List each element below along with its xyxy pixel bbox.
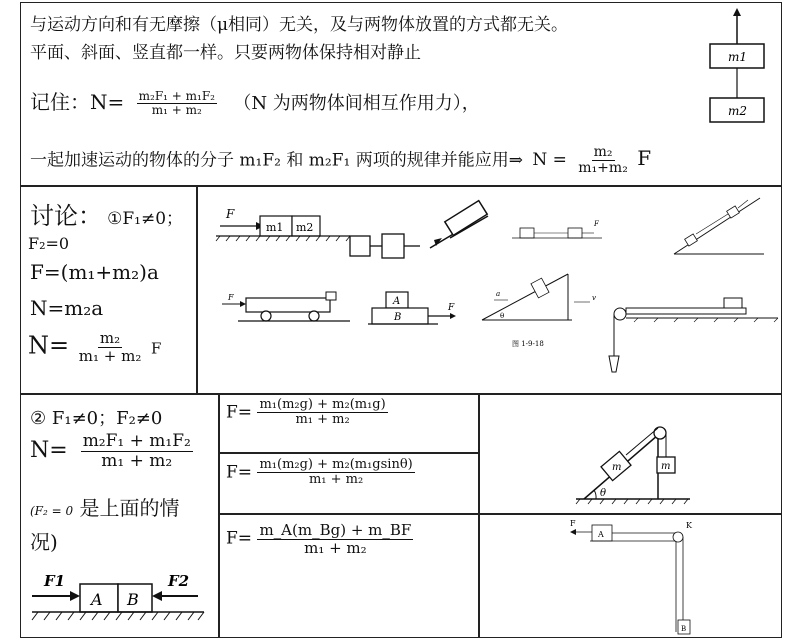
corner-force-label: F — [570, 519, 576, 528]
top-line-4-denominator: m₁+m₂ — [578, 160, 628, 177]
discussion2-note-rest: 是上面的情 — [79, 496, 180, 520]
equation-n-ma: N=m₂a — [30, 296, 104, 320]
stacked-blocks-diagram — [368, 292, 456, 324]
remember-prefix: 记住：N= — [30, 90, 125, 114]
corner-k-label: K — [686, 521, 692, 530]
discussion2-n-prefix: N= — [30, 438, 68, 464]
divider-top — [20, 185, 782, 187]
small-blocks-diagram — [512, 220, 602, 238]
formula-1-denominator: m₁ + m₂ — [295, 412, 350, 428]
top-line-4-f: F — [637, 146, 652, 171]
formula-2-prefix: F= — [226, 462, 253, 483]
force-f1-label: F1 — [44, 572, 66, 590]
remember-denominator: m₁ + m₂ — [151, 103, 202, 117]
force-f2-label: F2 — [168, 572, 190, 590]
stack-a-label: A — [393, 296, 401, 307]
mass-m1-label: m1 — [728, 50, 748, 64]
figure-caption: 图 1-9-18 — [512, 340, 544, 348]
discussion-title-text: 讨论： — [30, 202, 102, 230]
discussion1-diagrams — [198, 188, 783, 393]
top-line-4-n: N = — [532, 150, 567, 171]
corner-a-label: A — [598, 530, 604, 539]
wedge-diagram — [482, 274, 596, 348]
two-blocks-diagram — [216, 207, 350, 241]
formula-3 — [226, 522, 413, 556]
stack-b-label: B — [394, 312, 402, 323]
discussion-condition: ①F₁≠0； — [107, 209, 184, 229]
block-b-label: B — [127, 590, 139, 609]
formula-3-prefix: F= — [226, 528, 253, 549]
top-line-2: 平面、斜面、竖直都一样。只要两物体保持相对静止 — [30, 43, 421, 63]
top-line-4 — [30, 145, 651, 177]
remember-note: （N 为两物体间相互作用力）， — [233, 93, 480, 114]
formula-1 — [226, 398, 388, 428]
two-forces-diagram — [24, 566, 214, 636]
discussion-title — [30, 196, 183, 231]
incline-theta-label: θ — [600, 488, 607, 499]
incline-mass-label: m — [612, 462, 622, 473]
formula-2-numerator: m₁(m₂g) + m₂(m₁gsinθ) — [259, 457, 413, 472]
block-m2-label: m2 — [296, 221, 314, 234]
cart-force-label: F — [228, 293, 234, 302]
blocks-force-label: F — [226, 207, 235, 221]
formula-1-prefix: F= — [226, 402, 253, 423]
steep-incline-diagram — [674, 198, 764, 254]
discussion2-n-formula — [30, 432, 193, 470]
formula-1-numerator: m₁(m₂g) + m₂(m₁g) — [259, 397, 386, 412]
small-force-label: F — [594, 220, 599, 228]
discussion2-n-denominator: m₁ + m₂ — [101, 450, 173, 471]
formula-3-numerator: m_A(m_Bg) + m_BF — [259, 521, 412, 539]
equation-n-ratio — [28, 330, 161, 364]
discussion2-note — [30, 492, 180, 521]
formula-2-denominator: m₁ + m₂ — [308, 472, 364, 488]
formula-2 — [226, 458, 415, 488]
top-line-1: 与运动方向和有无摩擦（μ相同）无关，及与两物体放置的方式都无关。 — [30, 15, 569, 35]
connected-blocks-diagram — [350, 234, 420, 258]
block-m1-label: m1 — [266, 221, 284, 234]
discussion2-n-numerator: m₂F₁ + m₁F₂ — [82, 431, 191, 451]
divider-discussion2 — [218, 393, 220, 638]
hanging-masses-diagram — [690, 6, 788, 136]
equation-n-f: F — [150, 339, 162, 358]
discussion2-note-small: (F₂ = 0 — [30, 504, 74, 518]
equation-f-total: F=(m₁+m₂)a — [30, 260, 159, 284]
discussion2-condition: ② F₁≠0；F₂≠0 — [30, 408, 163, 429]
formula-3-denominator: m₁ + m₂ — [304, 538, 367, 557]
corner-pulley-diagram — [480, 514, 780, 638]
stack-force-label: F — [448, 303, 455, 313]
incline-pulley-diagram — [480, 395, 780, 513]
discussion2-note-line2: 况) — [30, 530, 58, 554]
small-incline-diagram — [430, 201, 488, 248]
wedge-v-label: v — [592, 294, 596, 302]
equation-n-prefix: N= — [28, 331, 70, 360]
corner-b-label: B — [681, 625, 687, 633]
wedge-a-label: a — [496, 290, 501, 298]
top-line-4-text: 一起加速运动的物体的分子 m₁F₂ 和 m₂F₁ 两项的规律并能应用⇒ — [30, 150, 523, 171]
cart-diagram — [222, 292, 350, 321]
table-pulley-diagram — [609, 298, 778, 372]
equation-n-numerator: m₂ — [99, 329, 121, 347]
wedge-theta-label: θ — [500, 312, 505, 320]
divider-formula-row1 — [218, 452, 478, 454]
remember-formula — [30, 86, 480, 117]
block-a-label: A — [91, 590, 103, 609]
mass-m2-label: m2 — [728, 104, 748, 118]
remember-numerator: m₂F₁ + m₁F₂ — [138, 88, 215, 103]
discussion-condition-2: F₂=0 — [28, 234, 70, 253]
equation-n-denominator: m₁ + m₂ — [78, 346, 142, 365]
hanging-mass-label: m — [661, 461, 671, 472]
top-line-4-numerator: m₂ — [593, 144, 613, 160]
